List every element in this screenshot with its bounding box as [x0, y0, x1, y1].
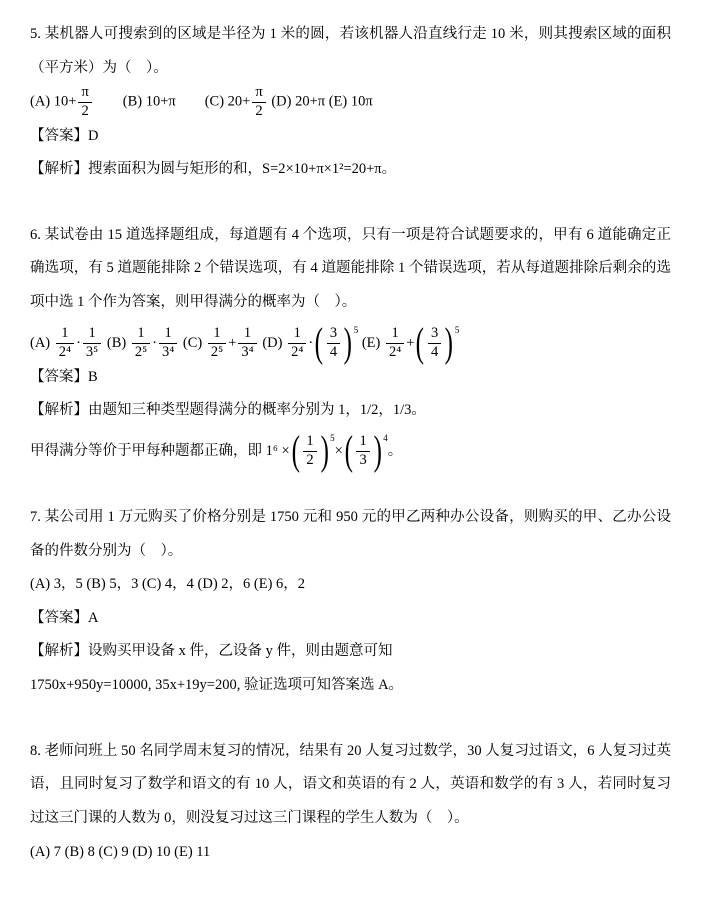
question-6-analysis: 【解析】由题知三种类型题得满分的概率分别为 1，1/2，1/3。	[30, 402, 426, 419]
question-8	[30, 735, 671, 870]
question-5-analysis: 【解析】搜索面积为圆与矩形的和，S=2×10+π×1²=20+π。	[30, 161, 397, 178]
question-8-options: (A) 7 (B) 8 (C) 9 (D) 10 (E) 11	[30, 843, 211, 860]
question-6-options: (A) $\frac{1}{\text{2⁴}}$ · $\frac{1}{\text{3⁵}}$ (B) $\frac{1}{\text{2⁵}}$ · $\frac{1}{\text{3⁴}}$ (C) $\frac{1}{\text{2⁵}}$ + $\frac{1}{\text{3⁴}}$ (D) $\frac{1}{\text{2⁴}}$ · ( $\frac{3}{4}$ ) $^5$ (E) $\frac{1}{\text{2⁴}}$ + ( $\frac{3}{4}$ ) $^5$	[30, 319, 460, 366]
question-6-stem: 6. 某试卷由 15 道选择题组成，每道题有 4 个选项，只有一项是符合试题要求的，甲有 6 道能确定正确选项，有 5 道题能排除 2 个错误选项，有 4 道题能排除 1 个错误选项，若从每道题排除后剩余的选项中选 1 个作为答案，则甲得满分的概率为（ ）。	[30, 226, 671, 311]
question-7	[30, 501, 671, 703]
question-7-options: (A) 3，5 (B) 5，3 (C) 4，4 (D) 2，6 (E) 6，2	[30, 576, 306, 593]
question-7-stem: 7. 某公司用 1 万元购买了价格分别是 1750 元和 950 元的甲乙两种办公设备，则购买的甲、乙办公设备的件数分别为（ ）。	[30, 508, 671, 559]
question-5-stem: 5. 某机器人可搜索到的区域是半径为 1 米的圆，若该机器人沿直线行走 10 米，则其搜索区域的面积（平方米）为（ ）。	[30, 26, 671, 76]
question-7-answer: 【答案】A	[30, 609, 99, 626]
question-8-stem: 8. 老师问班上 50 名同学周末复习的情况，结果有 20 人复习过数学，30 人复习过语文，6 人复习过英语，且同时复习了数学和语文的有 10 人，语文和英语的有 2 人，英语和数学的有 3 人，若同时复习过这三门课的人数为 0，则没复习过这三门课程的学生人数为（ ）。	[30, 742, 671, 826]
question-6-analysis-formula: 甲得满分等价于甲每种题都正确，即 1⁶ × ( $\frac{1}{2}$ ) $^5$× ( $\frac{1}{3}$ ) $^4$。	[30, 427, 403, 474]
question-6	[30, 219, 671, 474]
question-6-answer: 【答案】B	[30, 368, 98, 385]
question-7-analysis: 【解析】设购买甲设备 x 件，乙设备 y 件，则由题意可知	[30, 643, 393, 660]
question-7-analysis-equation: 1750x+950y=10000, 35x+19y=200, 验证选项可知答案选 A。	[30, 677, 404, 694]
question-5-answer: 【答案】D	[30, 127, 99, 144]
question-5	[30, 18, 671, 187]
question-5-options: (A) 10+ $\frac{\pi}{2}$ (B) 10+π (C) 20+ $\frac{\pi}{2}$ (D) 20+π (E) 10π	[30, 84, 373, 119]
